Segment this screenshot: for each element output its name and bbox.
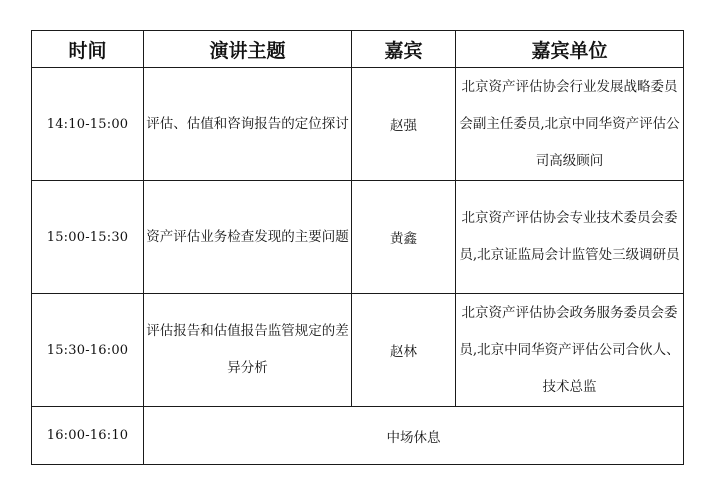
header-topic: 演讲主题 <box>144 31 352 68</box>
session-speaker: 黄鑫 <box>352 181 456 294</box>
session-topic: 评估、估值和咨询报告的定位探讨 <box>144 68 352 181</box>
session-topic: 资产评估业务检查发现的主要问题 <box>144 181 352 294</box>
session-speaker: 赵强 <box>352 68 456 181</box>
agenda-table <box>31 30 684 465</box>
session-topic: 评估报告和估值报告监管规定的差异分析 <box>144 294 352 407</box>
header-speaker: 嘉宾 <box>352 31 456 68</box>
session-time: 15:30-16:00 <box>32 294 144 407</box>
session-org: 北京资产评估协会政务服务委员会委员,北京中同华资产评估公司合伙人、技术总监 <box>456 294 684 407</box>
session-time: 15:00-15:30 <box>32 181 144 294</box>
header-row <box>32 31 684 68</box>
table-row <box>32 181 684 294</box>
session-org: 北京资产评估协会专业技术委员会委员,北京证监局会计监管处三级调研员 <box>456 181 684 294</box>
break-label: 中场休息 <box>144 407 684 465</box>
break-row <box>32 407 684 465</box>
break-time: 16:00-16:10 <box>32 407 144 465</box>
session-time: 14:10-15:00 <box>32 68 144 181</box>
table-row <box>32 68 684 181</box>
header-time: 时间 <box>32 31 144 68</box>
session-org: 北京资产评估协会行业发展战略委员会副主任委员,北京中同华资产评估公司高级顾问 <box>456 68 684 181</box>
header-org: 嘉宾单位 <box>456 31 684 68</box>
session-speaker: 赵林 <box>352 294 456 407</box>
table-row <box>32 294 684 407</box>
